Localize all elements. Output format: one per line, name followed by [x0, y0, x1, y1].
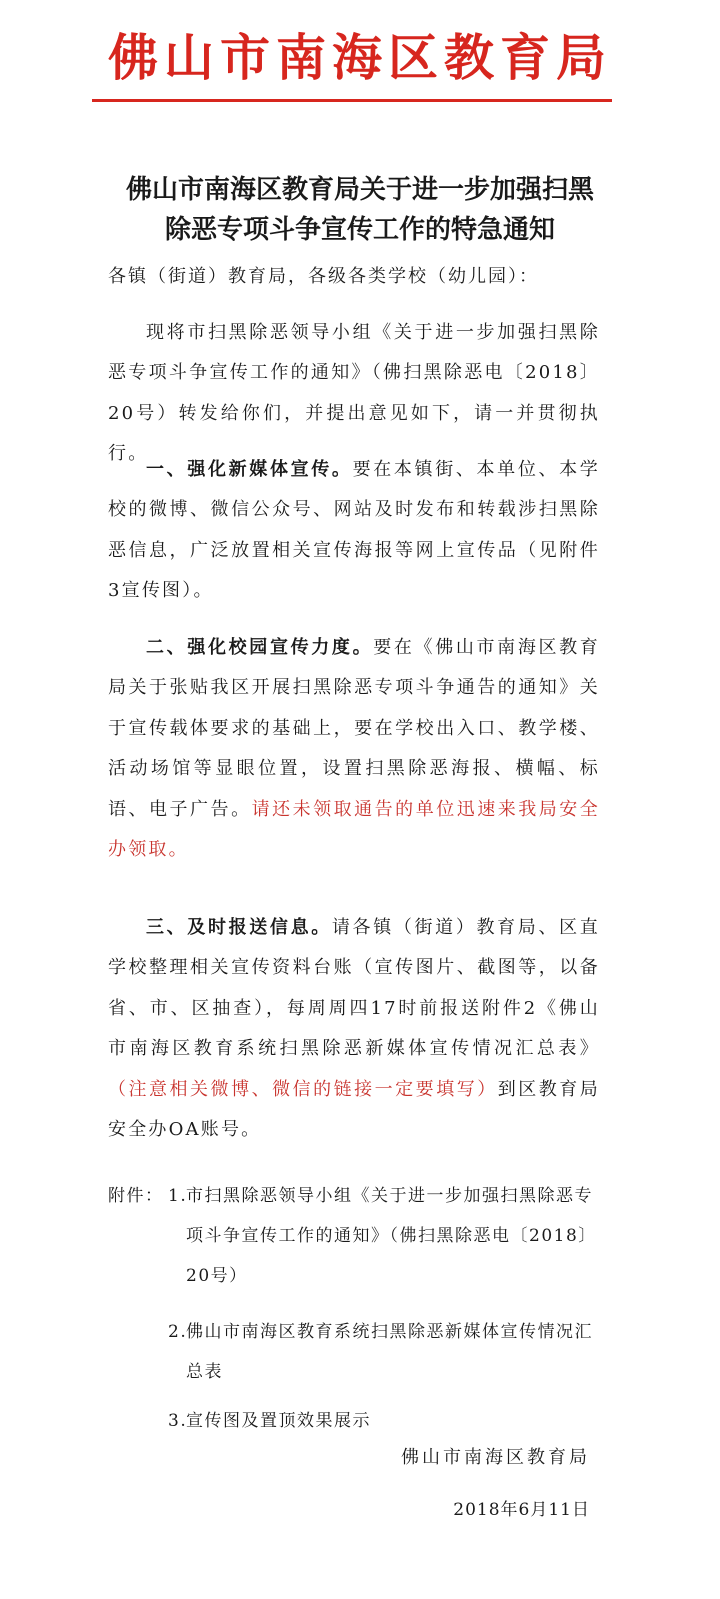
intro-paragraph: 现将市扫黑除恶领导小组《关于进一步加强扫黑除恶专项斗争宣传工作的通知》（佛扫黑除恶电〔2018〕20号）转发给你们，并提出意见如下，请一并贯彻执行。 [108, 322, 600, 465]
section-1-lead: 一、强化新媒体宣传。 [146, 459, 353, 480]
attachment-1-number: 1. [168, 1186, 188, 1206]
section-2-highlight: 请还未领取通告的单位迅速来我局安全办领取。 [108, 798, 600, 861]
attachment-3-text: 宣传图及置顶效果展示 [186, 1411, 371, 1431]
section-1-body: 要在本镇街、本单位、本学校的微博、微信公众号、网站及时发布和转载涉扫黑除恶信息，广泛放置相关宣传海报等网上宣传品（见附件3宣传图）。 [108, 459, 601, 602]
issuer-signature: 佛山市南海区教育局 [401, 1447, 590, 1468]
salutation: 各镇（街道）教育局，各级各类学校（幼儿园）： [108, 266, 539, 287]
title-line-2: 除恶专项斗争宣传工作的特急通知 [164, 215, 555, 245]
section-2-lead: 二、强化校园宣传力度。 [146, 637, 374, 658]
letterhead-red-rule [92, 99, 612, 102]
attachment-1-text: 市扫黑除恶领导小组《关于进一步加强扫黑除恶专项斗争宣传工作的通知》（佛扫黑除恶电〔2018〕20号） [186, 1186, 597, 1286]
issue-date: 2018年6月11日 [453, 1500, 590, 1520]
section-2-paragraph [108, 628, 600, 870]
attachment-3-number: 3. [168, 1411, 188, 1431]
attachment-2-text: 佛山市南海区教育系统扫黑除恶新媒体宣传情况汇总表 [186, 1322, 593, 1382]
attachments-label: 附件： [108, 1186, 164, 1206]
title-line-1: 佛山市南海区教育局关于进一步加强扫黑 [125, 175, 594, 205]
attachment-item-3 [168, 1401, 608, 1441]
section-3-lead: 三、及时报送信息。 [146, 917, 332, 938]
section-3-paragraph [108, 908, 600, 1150]
attachment-item-1 [168, 1176, 608, 1296]
section-3-body: 请各镇（街道）教育局、区直学校整理相关宣传资料台账（宣传图片、截图等，以备省、市、区抽查），每周周四17时前报送附件2《佛山市南海区教育系统扫黑除恶新媒体宣传情况汇总表》 [108, 917, 600, 1060]
section-2-body: 要在《佛山市南海区教育局关于张贴我区开展扫黑除恶专项斗争通告的通知》关于宣传载体要求的基础上，要在学校出入口、教学楼、活动场馆等显眼位置，设置扫黑除恶海报、横幅、标语、电子广告。 [108, 637, 601, 820]
document-title [95, 170, 625, 250]
section-3-highlight: （注意相关微博、微信的链接一定要填写） [108, 1078, 498, 1100]
attachment-2-number: 2. [168, 1322, 188, 1342]
attachment-item-2 [168, 1312, 608, 1392]
section-3-body-after: 到区教育局安全办OA账号。 [108, 1078, 600, 1141]
letterhead-org-name: 佛山市南海区教育局 [108, 28, 612, 87]
section-1-paragraph [108, 450, 600, 612]
